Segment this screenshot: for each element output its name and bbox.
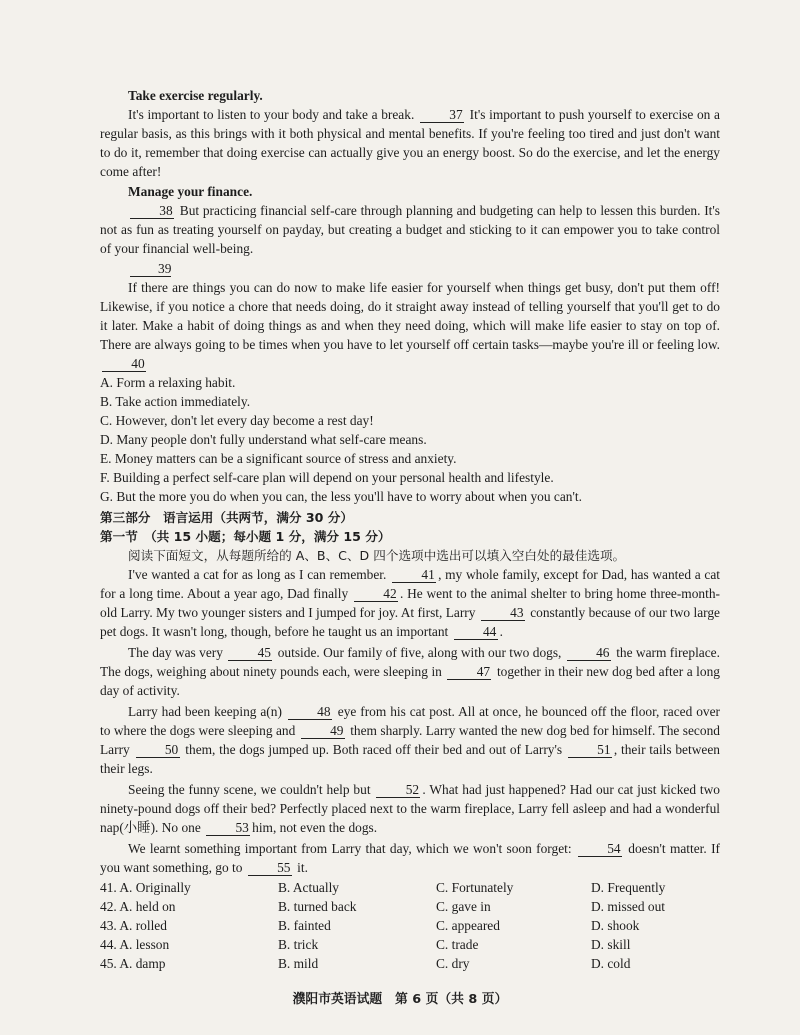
choice-44-d: D. skill <box>591 937 631 952</box>
story-paragraph-5 <box>100 839 720 877</box>
choice-44-c: C. trade <box>436 937 479 952</box>
blank-52: 52 <box>376 782 420 798</box>
story-paragraph-1 <box>100 565 720 641</box>
choice-45-d: D. cold <box>591 956 631 971</box>
blank-39: 39 <box>130 261 171 277</box>
story-paragraph-4 <box>100 780 720 837</box>
story-text: doesn't matter. If you want something, go to <box>100 841 720 875</box>
exercise-text-b: It's important to push yourself to exercise on a regular basis, as this brings with it both physical and mental benefits. If you're feeling too tired and just don't want to do it, remember that doing exercise can actually give you an energy boost. So do the exercise, and let the energy come after! <box>100 107 720 179</box>
story-text: I've wanted a cat for as long as I can remember. <box>128 567 387 582</box>
blank-38: 38 <box>130 203 174 219</box>
paragraph-39 <box>100 278 720 373</box>
blank-42: 42 <box>354 586 398 602</box>
choice-45-a: 45. A. damp <box>100 956 166 971</box>
page-footer: 濮阳市英语试题 第 6 页（共 8 页） <box>292 992 508 1007</box>
choice-row-43 <box>100 916 720 935</box>
choice-row-44 <box>100 935 720 954</box>
story-text: . <box>499 624 503 639</box>
exercise-paragraph <box>100 105 720 181</box>
blank-50: 50 <box>136 742 180 758</box>
choice-43-d: D. shook <box>591 918 640 933</box>
finance-paragraph <box>100 201 720 258</box>
choice-44-b: B. trick <box>278 937 319 952</box>
option-b: B. Take action immediately. <box>100 394 251 409</box>
choice-row-41 <box>100 878 720 897</box>
blank-40: 40 <box>102 356 146 372</box>
exercise-heading: Take exercise regularly. <box>128 88 263 103</box>
choices-table <box>100 878 720 973</box>
story-text: Larry had been keeping a(n) <box>128 704 282 719</box>
blank-51: 51 <box>568 742 612 758</box>
blank-43: 43 <box>481 605 525 621</box>
choice-43-c: C. appeared <box>436 918 500 933</box>
blank-45: 45 <box>228 645 272 661</box>
paragraph-39-text: If there are things you can do now to make life easier for yourself when things get busy, don't put them off! Likewise, if you notice a chore that needs doing, do it straight away instead of telling yourself that you'll get to do it later. Make a habit of doing things as and when they need doing, which will make life easier to stay on top of. There are always going to be times when you have to let yourself off certain tasks—maybe you're ill or feeling low. <box>100 280 720 352</box>
part3-title: 第三部分 语言运用（共两节，满分 30 分） <box>100 510 353 525</box>
story-text: outside. Our family of five, along with our two dogs, <box>277 645 562 660</box>
story-text: The day was very <box>128 645 223 660</box>
option-d: D. Many people don't fully understand what self-care means. <box>100 432 427 447</box>
blank-53: 53 <box>206 820 250 836</box>
blank-39-line <box>100 259 720 278</box>
choice-42-c: C. gave in <box>436 899 491 914</box>
choice-42-a: 42. A. held on <box>100 899 176 914</box>
choice-43-a: 43. A. rolled <box>100 918 167 933</box>
blank-48: 48 <box>288 704 332 720</box>
finance-heading: Manage your finance. <box>128 184 253 199</box>
choice-row-42 <box>100 897 720 916</box>
exercise-text-a: It's important to listen to your body and take a break. <box>128 107 415 122</box>
story-paragraph-2 <box>100 643 720 700</box>
section1-title: 第一节 （共 15 小题；每小题 1 分，满分 15 分） <box>100 529 391 544</box>
option-a: A. Form a relaxing habit. <box>100 375 236 390</box>
story-text: Seeing the funny scene, we couldn't help but <box>128 782 371 797</box>
blank-44: 44 <box>454 624 498 640</box>
blank-49: 49 <box>301 723 345 739</box>
story-text: , their tails between their legs. <box>100 742 720 776</box>
blank-55: 55 <box>248 860 292 876</box>
choice-row-45 <box>100 954 720 973</box>
story-text: . He went to the animal shelter to bring home three-month-old Larry. My two younger sisters and I jumped for joy. At first, Larry <box>100 586 720 620</box>
option-g: G. But the more you do when you can, the less you'll have to worry about when you can't. <box>100 489 582 504</box>
finance-text: But practicing financial self-care through planning and budgeting can help to lessen this burden. It's not as fun as treating yourself on payday, but creating a budget and sticking to it can empower you to take control of your financial well-being. <box>100 203 720 256</box>
blank-41: 41 <box>392 567 436 583</box>
story-text: it. <box>297 860 308 875</box>
story-text: them sharply. Larry wanted the new dog bed for himself. The second Larry <box>100 723 720 757</box>
story-text: him, not even the dogs. <box>252 820 378 835</box>
story-text: together in their new dog bed after a long day of activity. <box>100 664 720 698</box>
choice-41-c: C. Fortunately <box>436 880 514 895</box>
story-text: the warm fireplace. The dogs, weighing about ninety pounds each, were sleeping in <box>100 645 720 679</box>
options-list <box>100 373 720 506</box>
story-text: We learnt something important from Larry that day, which we won't soon forget: <box>128 841 572 856</box>
story-text: constantly because of our two large pet dogs. It wasn't long, though, before he taught us an important <box>100 605 720 639</box>
story-text: eye from his cat post. All at once, he bounced off the floor, raced over to where the dogs were sleeping and <box>100 704 720 738</box>
blank-46: 46 <box>567 645 611 661</box>
choice-41-b: B. Actually <box>278 880 339 895</box>
choice-41-d: D. Frequently <box>591 880 666 895</box>
choice-42-b: B. turned back <box>278 899 357 914</box>
story-text: , my whole family, except for Dad, has wanted a cat for a long time. About a year ago, Dad finally <box>100 567 720 601</box>
choice-43-b: B. fainted <box>278 918 331 933</box>
choice-45-b: B. mild <box>278 956 319 971</box>
option-c: C. However, don't let every day become a rest day! <box>100 413 374 428</box>
choice-41-a: 41. A. Originally <box>100 880 191 895</box>
story-text: . What had just happened? Had our cat just kicked two ninety-pound dogs off their bed? Perfectly placed next to the warm fireplace, Larry fell asleep and had a wonderful nap(小睡). No one <box>100 782 720 835</box>
choice-45-c: C. dry <box>436 956 470 971</box>
choice-42-d: D. missed out <box>591 899 666 914</box>
blank-47: 47 <box>447 664 491 680</box>
choice-44-a: 44. A. lesson <box>100 937 170 952</box>
story-text: them, the dogs jumped up. Both raced off their bed and out of Larry's <box>185 742 563 757</box>
instruction: 阅读下面短文，从每题所给的 A、B、C、D 四个选项中选出可以填入空白处的最佳选项。 <box>128 548 626 563</box>
option-e: E. Money matters can be a significant source of stress and anxiety. <box>100 451 457 466</box>
reading-section <box>100 86 720 973</box>
option-f: F. Building a perfect self-care plan will depend on your personal health and lifestyle. <box>100 470 554 485</box>
blank-37: 37 <box>420 107 464 123</box>
story-paragraph-3 <box>100 702 720 778</box>
blank-54: 54 <box>578 841 622 857</box>
